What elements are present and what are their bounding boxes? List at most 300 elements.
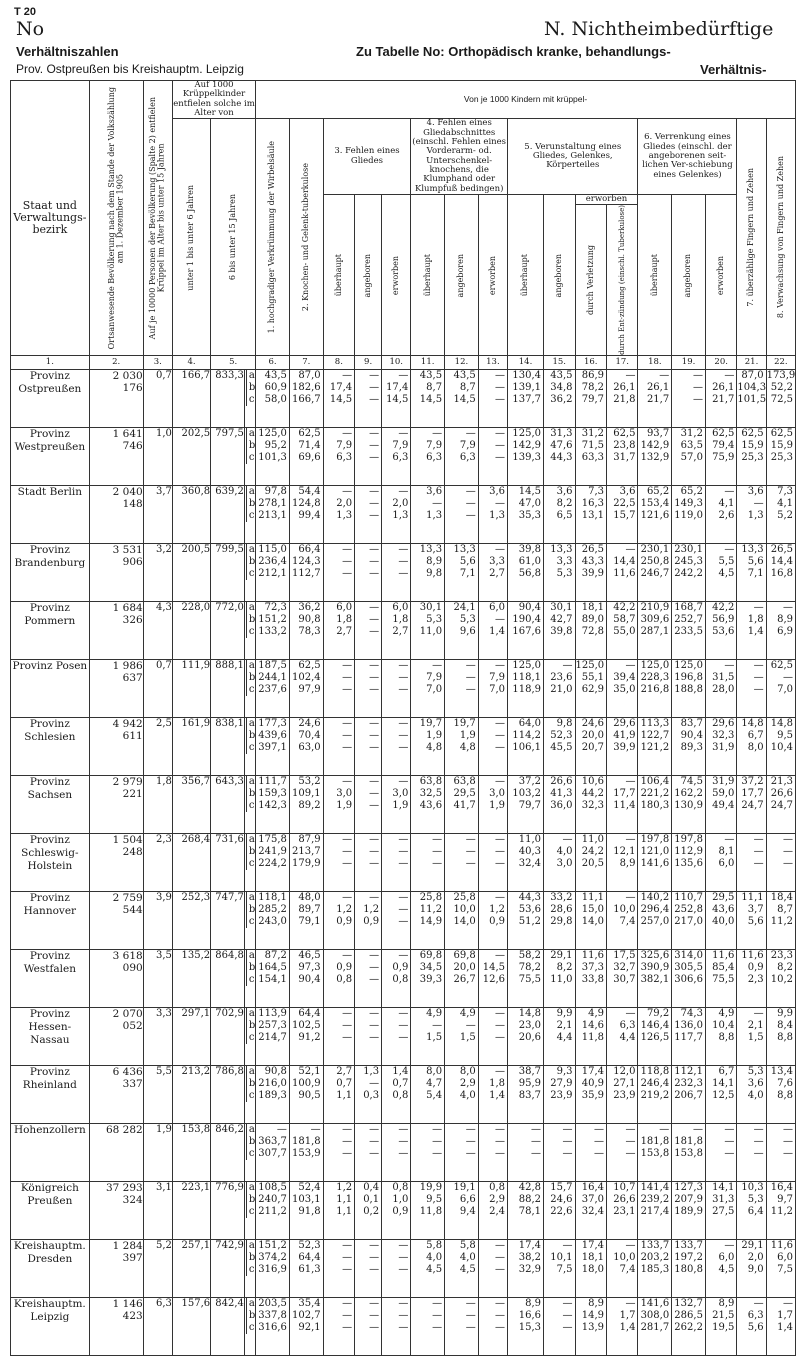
value: — [398, 846, 409, 858]
value: 1,9 [336, 800, 353, 812]
value: 1,4 [619, 1322, 636, 1334]
value: 39,9 [581, 568, 604, 580]
value: 4,0 [426, 1252, 443, 1264]
col-spine-header: 1. hochgradiger Verkrümmung der Wirbelsäule [267, 141, 277, 334]
table-row [11, 776, 796, 834]
value: 83,7 [680, 718, 703, 730]
value: — [369, 1032, 380, 1044]
value-cell [411, 1298, 445, 1356]
value: — [659, 1124, 670, 1136]
value: — [753, 834, 764, 846]
value: 112,9 [674, 846, 703, 858]
value-cell [544, 718, 575, 776]
value: 93,7 [646, 428, 670, 440]
value: 18,0 [581, 1264, 604, 1276]
value-cell [606, 428, 637, 486]
value: 140,2 [640, 892, 670, 904]
value-cell [606, 370, 637, 428]
value: 7,9 [336, 440, 353, 452]
value-cell [323, 428, 354, 486]
value: 26,7 [453, 974, 476, 986]
col-g5-congenital: angeboren [554, 253, 564, 297]
age-1-6-cell: 223,1 [172, 1182, 210, 1240]
value-cell [606, 1124, 637, 1182]
value: 179,9 [291, 858, 321, 870]
value: 219,2 [640, 1090, 670, 1102]
value: 3,6 [489, 486, 506, 498]
value: — [398, 486, 409, 498]
value: 79,4 [712, 440, 735, 452]
value: — [724, 1136, 735, 1148]
abc-marker-cell [244, 1008, 255, 1066]
age-1-6-cell: 161,9 [172, 718, 210, 776]
value: — [398, 1020, 409, 1032]
value: 31,2 [680, 428, 703, 440]
value: 236,4 [258, 556, 287, 568]
value: 29,5 [712, 892, 735, 904]
value: 32,4 [581, 1206, 604, 1218]
region-name: Provinz Westfalen [11, 950, 90, 1008]
value-cell [289, 1066, 323, 1124]
value-cell [411, 1182, 445, 1240]
value: 6,0 [392, 602, 409, 614]
value: 55,1 [581, 672, 604, 684]
value: 197,8 [640, 834, 670, 846]
abc-marker-cell [244, 834, 255, 892]
value: 125,0 [512, 660, 542, 672]
value-cell [638, 834, 672, 892]
abc-marker: c [246, 1148, 255, 1160]
value: 14,9 [419, 916, 443, 928]
value: 31,3 [550, 428, 573, 440]
value-cell [256, 776, 290, 834]
value: 43,6 [419, 800, 443, 812]
value-cell [289, 660, 323, 718]
value: — [369, 800, 380, 812]
value: 101,3 [258, 452, 287, 464]
value: — [783, 834, 793, 846]
value: 167,6 [512, 626, 542, 638]
value: 42,7 [550, 614, 573, 626]
age-6-15-cell: 747,7 [211, 892, 245, 950]
value: — [369, 718, 380, 730]
value: — [465, 858, 476, 870]
value-cell [411, 1124, 445, 1182]
abc-marker: a [246, 1066, 255, 1078]
value-cell [575, 544, 606, 602]
value-cell [606, 660, 637, 718]
value: 109,1 [291, 788, 321, 800]
value: 127,3 [674, 1182, 703, 1194]
value-cell [256, 370, 290, 428]
value: — [531, 1136, 542, 1148]
value: — [369, 1136, 380, 1148]
value-cell [478, 370, 507, 428]
value-cell [289, 370, 323, 428]
value: — [495, 1298, 506, 1310]
value: 3,6 [426, 486, 443, 498]
value: 52,4 [298, 1182, 321, 1194]
value-cell [737, 718, 766, 776]
value: 31,5 [712, 672, 735, 684]
value: — [692, 382, 703, 394]
value: 106,1 [512, 742, 542, 754]
value: — [625, 1148, 636, 1160]
region-name: Provinz Sachsen [11, 776, 90, 834]
value: 241,9 [258, 846, 287, 858]
value: 10,4 [770, 742, 793, 754]
value: 24,1 [453, 602, 476, 614]
abc-marker: c [246, 800, 255, 812]
value-cell [289, 544, 323, 602]
value: 51,2 [518, 916, 542, 928]
value-cell [323, 834, 354, 892]
value: 9,5 [426, 1194, 443, 1206]
value: — [495, 660, 506, 672]
value-cell [508, 1124, 544, 1182]
value-cell [705, 370, 736, 428]
value: — [562, 1148, 573, 1160]
value: 307,7 [258, 1148, 287, 1160]
value: 3,6 [747, 486, 764, 498]
value: 287,1 [640, 626, 670, 638]
value-cell [508, 486, 544, 544]
age-1-6-cell: 360,8 [172, 486, 210, 544]
value: — [398, 1148, 409, 1160]
value: — [310, 1124, 321, 1136]
age-6-15-cell: 776,9 [211, 1182, 245, 1240]
value: 4,9 [718, 1008, 735, 1020]
value-cell [323, 1240, 354, 1298]
value: — [398, 1124, 409, 1136]
value: 66,4 [298, 544, 321, 556]
value-cell [323, 950, 354, 1008]
value: 57,0 [680, 452, 703, 464]
value-cell [323, 544, 354, 602]
value: — [625, 1240, 636, 1252]
value: 1,4 [747, 626, 764, 638]
value: 3,3 [556, 556, 573, 568]
value: 87,9 [298, 834, 321, 846]
value: 142,9 [640, 440, 670, 452]
value: 213,7 [291, 846, 321, 858]
abc-marker: b [246, 1310, 255, 1322]
value: 15,9 [741, 440, 764, 452]
value: 37,2 [741, 776, 764, 788]
value: — [369, 452, 380, 464]
population-cell: 1 284 397 [89, 1240, 143, 1298]
value: — [432, 1020, 443, 1032]
age-6-15-cell: 786,8 [211, 1066, 245, 1124]
value: — [342, 1252, 353, 1264]
value: 142,9 [512, 440, 542, 452]
value: — [465, 1020, 476, 1032]
value: 95,2 [264, 440, 287, 452]
value: 7,0 [777, 684, 793, 696]
value-cell [323, 1298, 354, 1356]
value: 52,2 [770, 382, 793, 394]
value-cell [575, 370, 606, 428]
value: 6,3 [336, 452, 353, 464]
value: — [753, 1298, 764, 1310]
value: 7,9 [392, 440, 409, 452]
abc-marker: a [246, 660, 255, 672]
population-cell: 37 293 324 [89, 1182, 143, 1240]
abc-marker: b [246, 730, 255, 742]
auf1000-header: Auf 1000 Krüppelkinder entfielen solche im Alter von [173, 80, 255, 119]
value-cell [672, 486, 706, 544]
value-cell [606, 486, 637, 544]
value: 8,7 [459, 382, 476, 394]
value-cell [544, 834, 575, 892]
value: 45,5 [550, 742, 573, 754]
value: 212,1 [258, 568, 287, 580]
value-cell [355, 834, 382, 892]
value: 2,0 [336, 498, 353, 510]
value: — [369, 1264, 380, 1276]
value: 34,5 [419, 962, 443, 974]
value: 181,8 [674, 1136, 703, 1148]
value: 75,5 [518, 974, 542, 986]
value: 39,9 [613, 742, 636, 754]
abc-marker: b [246, 498, 255, 510]
value: — [276, 1124, 287, 1136]
value: 16,6 [518, 1310, 542, 1322]
value: 1,3 [336, 510, 353, 522]
age-1-6-cell: 157,6 [172, 1298, 210, 1356]
column-number: 19. [672, 356, 706, 370]
value-cell [638, 1240, 672, 1298]
value: — [783, 858, 793, 870]
value: — [465, 846, 476, 858]
value: 21,8 [613, 394, 636, 406]
value: 153,9 [291, 1148, 321, 1160]
value: 337,8 [258, 1310, 287, 1322]
age-1-6-cell: 257,1 [172, 1240, 210, 1298]
region-name: Hohenzollern [11, 1124, 90, 1182]
value-cell [411, 892, 445, 950]
value: 26,5 [770, 544, 793, 556]
value-cell [478, 602, 507, 660]
value: 21,7 [646, 394, 670, 406]
data-table [10, 80, 796, 1356]
value: 124,8 [291, 498, 321, 510]
value: 58,0 [264, 394, 287, 406]
value: 62,5 [613, 428, 636, 440]
col-g4-total: überhaupt [422, 254, 432, 297]
value: 5,3 [747, 1066, 764, 1078]
value: 106,4 [640, 776, 670, 788]
value: 240,7 [258, 1194, 287, 1206]
value: 196,8 [674, 672, 703, 684]
value: — [625, 370, 636, 382]
value-cell [382, 1240, 411, 1298]
value-cell [638, 892, 672, 950]
value-cell [575, 1008, 606, 1066]
value: 33,2 [550, 892, 573, 904]
abc-marker: a [246, 370, 255, 382]
value: 87,0 [741, 370, 764, 382]
value: — [342, 1032, 353, 1044]
value: 2,1 [747, 1020, 764, 1032]
col-g5-inflammation: durch Ent-zündung (einschl. Tuberkulose) [617, 205, 626, 356]
value: 8,8 [718, 1032, 735, 1044]
value: — [369, 1078, 380, 1090]
value: 18,1 [581, 1252, 604, 1264]
value: 25,8 [453, 892, 476, 904]
value: 0,8 [489, 1182, 506, 1194]
value-cell [323, 602, 354, 660]
abc-marker: b [246, 614, 255, 626]
value-cell [638, 1008, 672, 1066]
value-cell [411, 370, 445, 428]
abc-marker: b [246, 440, 255, 452]
value-cell [256, 1240, 290, 1298]
abc-marker: c [246, 1322, 255, 1334]
value: 118,1 [512, 672, 542, 684]
value: — [753, 684, 764, 696]
value: 252,7 [674, 614, 703, 626]
table-row [11, 544, 796, 602]
col-staat: Staat und Verwaltungs-bezirk [11, 81, 90, 356]
value: 4,4 [619, 1032, 636, 1044]
population-cell: 68 282 [89, 1124, 143, 1182]
value-cell [382, 1066, 411, 1124]
value: 224,2 [258, 858, 287, 870]
value: 21,0 [550, 684, 573, 696]
value-cell [705, 1066, 736, 1124]
ratio-cell: 3,5 [143, 950, 172, 1008]
value-cell [766, 950, 795, 1008]
column-number: 1. [11, 356, 90, 370]
value: 146,4 [640, 1020, 670, 1032]
value-cell [508, 1066, 544, 1124]
value: 2,0 [747, 1252, 764, 1264]
value-cell [289, 776, 323, 834]
column-number: 17. [606, 356, 637, 370]
value: — [465, 498, 476, 510]
value-cell [766, 1124, 795, 1182]
value: 64,4 [298, 1008, 321, 1020]
value: 72,8 [581, 626, 604, 638]
value: — [495, 1032, 506, 1044]
value-cell [445, 486, 479, 544]
value: — [369, 370, 380, 382]
value: 228,3 [640, 672, 670, 684]
value: — [495, 1020, 506, 1032]
abc-marker-cell [244, 428, 255, 486]
value-cell [508, 428, 544, 486]
col-g6-acquired: erworben [715, 255, 725, 295]
value-cell [256, 428, 290, 486]
value: 20,0 [581, 730, 604, 742]
value: 10,6 [581, 776, 604, 788]
abc-marker: a [246, 602, 255, 614]
value: 4,5 [718, 1264, 735, 1276]
value: 168,7 [674, 602, 703, 614]
value-cell [737, 1124, 766, 1182]
value-cell [478, 1240, 507, 1298]
value-cell [575, 1066, 606, 1124]
column-number: 15. [544, 356, 575, 370]
value-cell [445, 776, 479, 834]
value: 5,6 [459, 556, 476, 568]
col-g4-congenital: angeboren [456, 253, 466, 297]
value-cell [382, 370, 411, 428]
value: 1,3 [489, 510, 506, 522]
value: 4,5 [718, 568, 735, 580]
value: 308,0 [640, 1310, 670, 1322]
value-cell [411, 602, 445, 660]
value: 37,3 [581, 962, 604, 974]
value-cell [355, 428, 382, 486]
value: 35,3 [518, 510, 542, 522]
value: — [398, 1240, 409, 1252]
value-cell [575, 1240, 606, 1298]
abc-marker: b [246, 1136, 255, 1148]
value: 180,8 [674, 1264, 703, 1276]
value-cell [705, 486, 736, 544]
value: 4,7 [426, 1078, 443, 1090]
value: 15,3 [518, 1322, 542, 1334]
value: 8,8 [777, 1090, 793, 1102]
value: 125,0 [258, 428, 287, 440]
value: — [369, 846, 380, 858]
value: 14,4 [613, 556, 636, 568]
value: 133,7 [640, 1240, 670, 1252]
value: 114,2 [512, 730, 542, 742]
value: — [495, 440, 506, 452]
value-cell [705, 718, 736, 776]
table-row [11, 1008, 796, 1066]
value: — [724, 660, 735, 672]
value: 4,5 [459, 1264, 476, 1276]
value: 41,7 [453, 800, 476, 812]
value: 6,9 [777, 626, 793, 638]
value: 14,0 [581, 916, 604, 928]
value: 18,1 [581, 602, 604, 614]
value-cell [411, 776, 445, 834]
value: 2,7 [392, 626, 409, 638]
value-cell [323, 1182, 354, 1240]
value: 12,6 [482, 974, 506, 986]
value-cell [478, 1124, 507, 1182]
value: 72,3 [264, 602, 287, 614]
value-cell [544, 776, 575, 834]
value: 8,1 [718, 846, 735, 858]
value: 139,3 [512, 452, 542, 464]
value: — [562, 1310, 573, 1322]
value: 32,3 [712, 730, 735, 742]
value: 1,2 [336, 1182, 353, 1194]
col-fused-digits-header: 8. Verwachsung von Fingern und Zehen [775, 156, 785, 319]
value: 63,0 [298, 742, 321, 754]
age-6-15-cell: 799,5 [211, 544, 245, 602]
value: 55,0 [613, 626, 636, 638]
value: 0,9 [336, 916, 353, 928]
value-cell [672, 1240, 706, 1298]
value: 8,9 [777, 614, 793, 626]
value: 1,2 [336, 904, 353, 916]
value: — [398, 1310, 409, 1322]
value: 7,4 [619, 916, 636, 928]
value-cell [606, 544, 637, 602]
value: — [342, 486, 353, 498]
col-g3-congenital: angeboren [362, 253, 372, 297]
value-cell [478, 1182, 507, 1240]
value: 252,8 [674, 904, 703, 916]
value: 23,9 [550, 1090, 573, 1102]
